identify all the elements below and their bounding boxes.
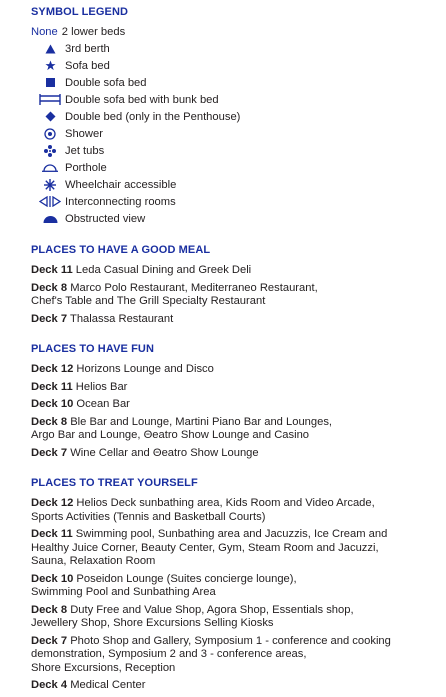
section-title: PLACES TO HAVE FUN [31,343,155,355]
deck-venues: Swimming pool, Sunbathing area and Jacuzzis, Ice Cream and Healthy Juice Corner, Beauty Center, Gym, Steam Room and Jacuzzi, Sauna, Relaxation Room [31,528,388,567]
legend-item-label: Double sofa bed [65,76,147,89]
deck-number: Deck 8 [31,603,68,616]
legend-item [31,176,441,193]
deck-number: Deck 8 [31,281,68,294]
shower-icon [35,128,65,140]
legend-title: SYMBOL LEGEND [31,6,129,18]
legend-item-label: Interconnecting rooms [65,195,176,208]
deck-entry [31,381,441,395]
section-title: PLACES TO TREAT YOURSELF [31,477,198,489]
deck-venues: Horizons Lounge and Disco [76,363,214,375]
symbol-legend [31,23,441,227]
deck-entry [31,282,441,309]
legend-item [31,57,441,74]
deck-venues: Wine Cellar and Θeatro Show Lounge [70,446,259,459]
deck-number: Deck 10 [31,398,74,410]
deck-entry [31,573,441,600]
diamond-icon [35,111,65,122]
deck-entry [31,398,441,412]
deck-entry [31,604,441,631]
deck-number: Deck 12 [31,363,74,375]
deck-entry [31,679,441,693]
legend-item-label: Wheelchair accessible [65,178,177,191]
deck-venues: Photo Shop and Gallery, Symposium 1 - conference and cooking demonstration, Symposium 2 and 3 - conference areas, Shore Excursions, Reception [31,634,391,674]
places-section [31,477,441,693]
deck-entry [31,416,441,443]
deck-number: Deck 11 [31,528,73,540]
sections [31,244,441,693]
deck-entry [31,497,441,524]
legend-item-label: Sofa bed [65,59,110,72]
legend-item-label: Shower [65,127,103,140]
legend-item [31,40,441,57]
legend-item [31,74,441,91]
legend-item-label: Double sofa bed with bunk bed [65,93,219,106]
deck-venues: Helios Deck sunbathing area, Kids Room and Video Arcade, Sports Activities (Tennis and Basketball Courts) [31,497,375,523]
legend-item [31,108,441,125]
deck-number: Deck 4 [31,679,68,691]
document [31,6,441,697]
deck-entry [31,264,441,278]
deck-venues: Marco Polo Restaurant, Mediterraneo Restaurant, Chef's Table and The Grill Specialty Restaurant [31,281,318,307]
deck-venues: Helios Bar [75,380,128,393]
square-icon [35,78,65,87]
bunk-bed-icon [35,94,65,105]
deck-number: Deck 12 [31,497,74,509]
deck-number: Deck 7 [31,446,68,459]
legend-item [31,142,441,159]
section-title: PLACES TO HAVE A GOOD MEAL [31,244,211,256]
interconnecting-icon [35,196,65,207]
legend-item [31,159,441,176]
legend-item-label: Double bed (only in the Penthouse) [65,110,241,123]
jet-tubs-icon [35,145,65,157]
deck-venues: Ocean Bar [76,398,130,410]
deck-number: Deck 11 [31,380,73,393]
deck-number: Deck 8 [31,415,68,428]
deck-number: Deck 10 [31,572,74,585]
deck-entry [31,363,441,377]
triangle-icon [35,44,65,54]
deck-venues: Leda Casual Dining and Greek Deli [75,264,252,276]
deck-venues: Medical Center [70,679,146,691]
legend-item-label: 2 lower beds [61,25,126,38]
places-section [31,343,441,460]
places-section [31,244,441,326]
legend-item [31,210,441,227]
legend-item [31,91,441,108]
legend-item-label: Jet tubs [65,144,105,157]
wheelchair-icon [35,179,65,191]
deck-number: Deck 7 [31,312,68,325]
deck-venues: Thalassa Restaurant [69,312,174,325]
obstructed-view-icon [35,215,65,223]
legend-item [31,23,441,40]
deck-venues: Duty Free and Value Shop, Agora Shop, Essentials shop, Jewellery Shop, Shore Excursions Selling Kiosks [31,603,354,629]
deck-entry [31,528,441,569]
legend-item [31,193,441,210]
porthole-icon [35,163,65,172]
deck-entry [31,313,441,327]
star-icon [35,60,65,71]
deck-entry [31,447,441,461]
deck-number: Deck 7 [31,634,68,647]
legend-item-label: 3rd berth [65,42,110,55]
deck-venues: Ble Bar and Lounge, Martini Piano Bar and Lounges, Argo Bar and Lounge, Θeatro Show Lounge and Casino [31,415,333,441]
deck-venues: Poseidon Lounge (Suites concierge lounge), Swimming Pool and Sunbathing Area [31,572,297,598]
deck-number: Deck 11 [31,264,73,276]
legend-item [31,125,441,142]
legend-item-label: Obstructed view [65,212,146,225]
deck-entry [31,635,441,676]
none-symbol-text: None [31,25,58,38]
legend-item-label: Porthole [65,161,107,174]
